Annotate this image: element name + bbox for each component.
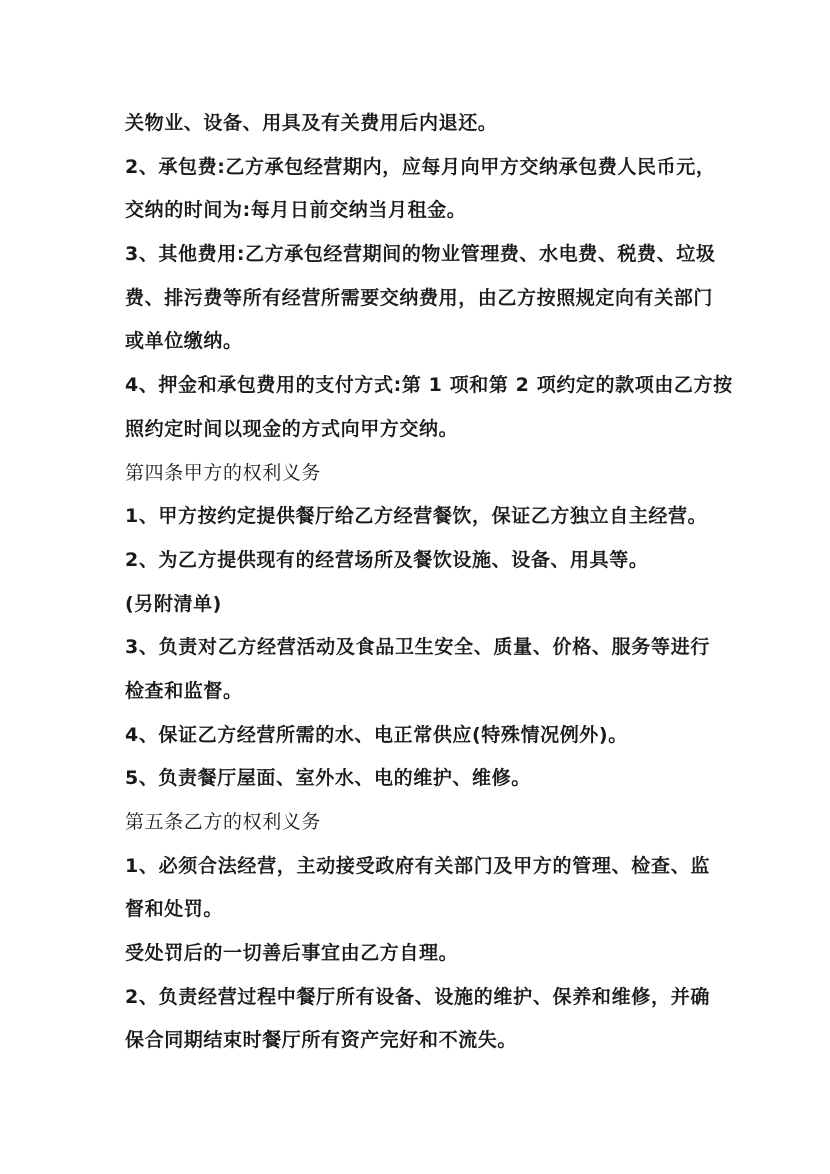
text-line: 保合同期结束时餐厅所有资产完好和不流失。 bbox=[125, 1029, 518, 1052]
section-heading: 第五条乙方的权利义务 bbox=[125, 811, 322, 833]
text-line: 费、排污费等所有经营所需要交纳费用，由乙方按照规定向有关部门 bbox=[125, 286, 714, 309]
text-line: 或单位缴纳。 bbox=[125, 330, 243, 353]
text-line: 检查和监督。 bbox=[125, 679, 243, 702]
text-line: 照约定时间以现金的方式向甲方交纳。 bbox=[125, 417, 459, 440]
text-line: 2、负责经营过程中餐厅所有设备、设施的维护、保养和维修，并确 bbox=[125, 985, 710, 1008]
text-line: 5、负责餐厅屋面、室外水、电的维护、维修。 bbox=[125, 767, 531, 790]
text-line: 2、承包费:乙方承包经营期内，应每月向甲方交纳承包费人民币元， bbox=[125, 155, 716, 178]
text-line: 督和处罚。 bbox=[125, 898, 224, 921]
section-heading: 第四条甲方的权利义务 bbox=[125, 461, 322, 484]
text-line: 交纳的时间为:每月日前交纳当月租金。 bbox=[125, 199, 467, 222]
text-line: 4、押金和承包费用的支付方式:第 1 项和第 2 项约定的款项由乙方按 bbox=[125, 374, 733, 397]
text-line: 1、必须合法经营，主动接受政府有关部门及甲方的管理、检查、监 bbox=[125, 854, 710, 877]
text-line: (另附清单) bbox=[125, 592, 222, 615]
text-line: 3、其他费用:乙方承包经营期间的物业管理费、水电费、税费、垃圾 bbox=[125, 243, 716, 266]
document-body bbox=[125, 102, 733, 1063]
text-line: 3、负责对乙方经营活动及食品卫生安全、质量、价格、服务等进行 bbox=[125, 636, 710, 659]
text-line: 2、为乙方提供现有的经营场所及餐饮设施、设备、用具等。 bbox=[125, 548, 649, 571]
text-line: 受处罚后的一切善后事宜由乙方自理。 bbox=[125, 942, 459, 965]
text-line: 关物业、设备、用具及有关费用后内退还。 bbox=[125, 112, 498, 134]
text-line: 4、保证乙方经营所需的水、电正常供应(特殊情况例外)。 bbox=[125, 723, 628, 746]
text-line: 1、甲方按约定提供餐厅给乙方经营餐饮，保证乙方独立自主经营。 bbox=[125, 505, 708, 528]
